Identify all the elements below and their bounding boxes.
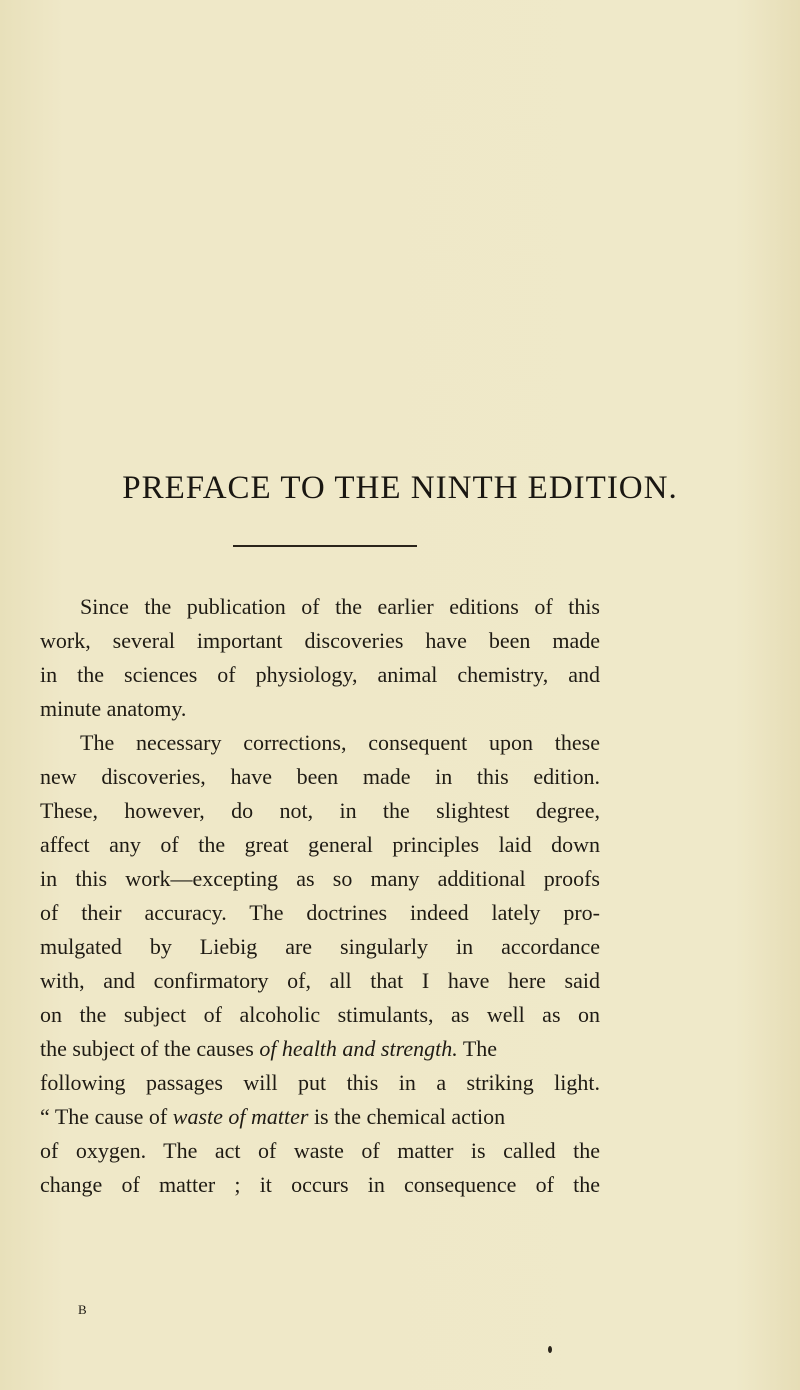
italic-health-strength: of health and strength. (259, 1036, 458, 1061)
text-line-13: on the subject of alcoholic stimulants, as well as on (40, 1002, 600, 1027)
text-line-10: of their accuracy. The doctrines indeed lately pro- (40, 900, 600, 925)
text-line-14-end: The (457, 1036, 498, 1061)
text-line-14-start: the subject of the causes (40, 1036, 260, 1061)
text-line-15: following passages will put this in a striking light. (40, 1070, 600, 1095)
text-line-17: of oxygen. The act of waste of matter is called the (40, 1138, 600, 1163)
text-line-2: work, several important discoveries have been made (40, 628, 600, 653)
title-rule (233, 545, 417, 547)
text-line-8: affect any of the great general principles laid down (40, 832, 600, 857)
text-line-11: mulgated by Liebig are singularly in accordance (40, 934, 600, 959)
text-line-18: change of matter ; it occurs in consequence of the (40, 1172, 600, 1197)
italic-waste-of-matter: waste of matter (172, 1104, 309, 1129)
ink-speck (548, 1346, 552, 1353)
page-title: PREFACE TO THE NINTH EDITION. (122, 470, 678, 506)
text-line-12: with, and confirmatory of, all that I have here said (40, 968, 600, 993)
text-line-14 (40, 1035, 600, 1063)
text-line-5: The necessary corrections, consequent upon these (80, 730, 600, 755)
text-line-9: in this work—excepting as so many additional proofs (40, 866, 600, 891)
text-line-1: Since the publication of the earlier editions of this (80, 594, 600, 619)
text-line-6: new discoveries, have been made in this edition. (40, 764, 600, 789)
text-line-16-end: is the chemical action (308, 1104, 506, 1129)
signature-mark: B (78, 1302, 88, 1317)
text-line-16-start: “ The cause of (40, 1104, 173, 1129)
text-line-4: minute anatomy. (40, 696, 187, 721)
text-line-7: These, however, do not, in the slightest degree, (40, 798, 600, 823)
text-line-16 (40, 1103, 600, 1131)
text-line-3: in the sciences of physiology, animal chemistry, and (40, 662, 600, 687)
